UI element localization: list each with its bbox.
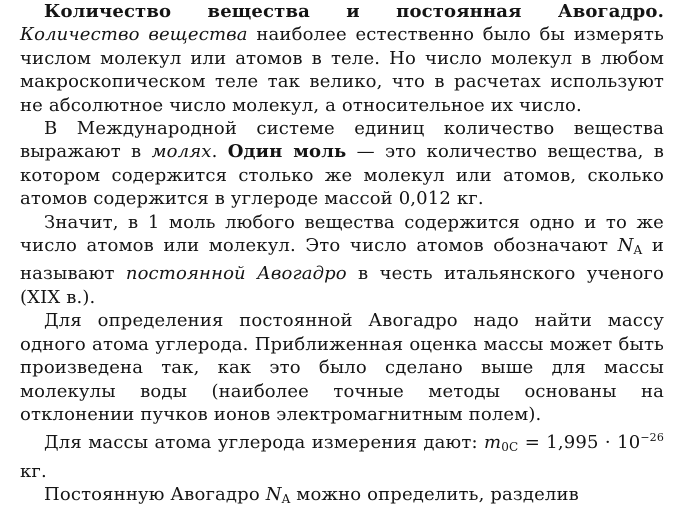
paragraph-text: — это количество вещества, в котором содержится столько же молекул или атомов, сколько атомов содержится в углероде массой 0,012 кг. (20, 141, 664, 210)
paragraph-carbon-mass (20, 309, 664, 426)
term-one-mole: Один моль (227, 141, 347, 163)
paragraph-text: Для массы атома углерода измерения дают: (44, 432, 478, 454)
symbol-avogadro: $N_A$ (617, 235, 643, 258)
punctuation: . (211, 141, 218, 163)
paragraph-avogadro-intro (20, 0, 664, 117)
paragraph-text: Постоянную Авогадро (44, 484, 260, 506)
paragraph-text: можно определить, разделив (296, 484, 579, 506)
formula-carbon-mass: $m_{0C} = 1,995 \cdot 10^{-26}$ кг. (20, 431, 664, 482)
term-moles: молях (151, 141, 212, 163)
paragraph-carbon-measurement (20, 426, 664, 483)
paragraph-avogadro-constant (20, 211, 664, 310)
term-amount-of-substance: Количество вещества (20, 24, 248, 46)
paragraph-text: В Международной системе единиц количество вещества выражают в (20, 118, 664, 163)
symbol-avogadro: $N_A$ (265, 484, 291, 507)
term-avogadro-constant: постоянной Авогадро (125, 263, 347, 285)
paragraph-text: и называют (20, 235, 664, 285)
paragraph-text: Значит, в 1 моль любого вещества содержится одно и то же число атомов или молекул. Это число атомов обозначают (20, 211, 664, 257)
paragraph-text: Для определения постоянной Авогадро надо найти массу одного атома углерода. Приближенная оценка массы может быть произведена так, как это было сделано выше для массы молекулы воды (наиболее точные методы основаны на отклонении пучков ионов электромагнитным полем). (20, 310, 664, 425)
paragraph-mole-definition (20, 117, 664, 211)
paragraph-avogadro-determination (20, 483, 664, 511)
paragraph-text: наиболее естественно было бы измерять числом молекул или атомов в теле. Но число молекул в любом макроскопическом теле так велико, что в расчетах используют не абсолютное число молекул, а относительное их число. (20, 24, 664, 116)
paragraph-text: в честь итальянского ученого (XIX в.). (20, 263, 665, 308)
section-heading: Количество вещества и постоянная Авогадро. (44, 1, 664, 22)
